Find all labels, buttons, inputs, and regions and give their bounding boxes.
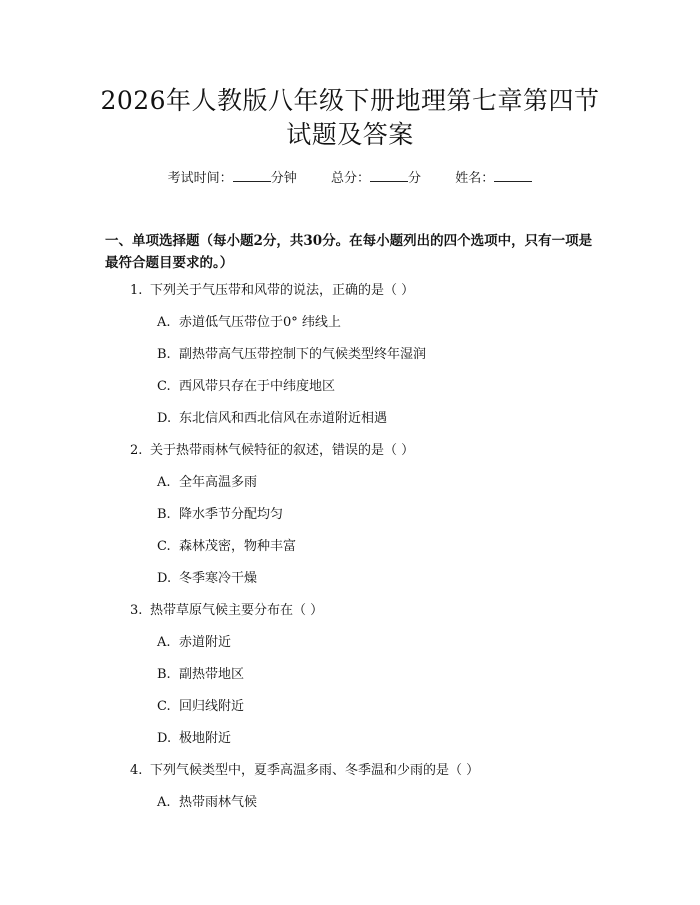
option-letter: D. (157, 571, 172, 586)
question-number: 1. (130, 283, 143, 298)
question-text: 下列关于气压带和风带的说法，正确的是（ ） (150, 283, 415, 298)
option-text: 赤道低气压带位于0° 纬线上 (179, 315, 341, 330)
option-2d (157, 570, 597, 588)
option-text: 冬季寒冷干燥 (179, 571, 258, 586)
section-heading: 一、单项选择题（每小题2分，共30分。在每小题列出的四个选项中，只有一项是最符合题目要求的。） (105, 233, 593, 271)
option-1b (157, 346, 597, 364)
option-letter: B. (157, 347, 171, 362)
option-letter: A. (157, 795, 171, 810)
option-text: 赤道附近 (179, 635, 232, 650)
question-text: 关于热带雨林气候特征的叙述，错误的是（ ） (150, 443, 415, 458)
page-title-line-2: 试题及答案 (286, 120, 414, 149)
question-text: 下列气候类型中，夏季高温多雨、冬季温和少雨的是（ ） (150, 763, 480, 778)
option-2b (157, 506, 597, 524)
exam-meta-line (0, 169, 700, 188)
time-unit: 分钟 (270, 171, 297, 186)
option-text: 东北信风和西北信风在赤道附近相遇 (179, 411, 388, 426)
question-number: 3. (130, 603, 143, 618)
score-blank (370, 169, 408, 182)
option-3d (157, 730, 597, 748)
option-text: 热带雨林气候 (179, 795, 258, 810)
option-3a (157, 634, 597, 652)
option-letter: A. (157, 635, 171, 650)
question-4 (130, 762, 600, 780)
name-label: 姓名： (455, 171, 495, 186)
option-text: 极地附近 (179, 731, 232, 746)
option-text: 降水季节分配均匀 (179, 507, 284, 522)
option-letter: A. (157, 475, 171, 490)
option-text: 森林茂密，物种丰富 (179, 539, 297, 554)
name-blank (494, 169, 532, 182)
score-unit: 分 (408, 171, 422, 186)
score-label: 总分： (330, 171, 370, 186)
option-letter: D. (157, 411, 172, 426)
option-text: 回归线附近 (179, 699, 245, 714)
page-title-line-1: 2026年人教版八年级下册地理第七章第四节 (100, 86, 600, 115)
option-letter: C. (157, 539, 171, 554)
question-number: 4. (130, 763, 143, 778)
question-3 (130, 602, 600, 620)
question-number: 2. (130, 443, 143, 458)
question-2 (130, 442, 600, 460)
option-1c (157, 378, 597, 396)
option-2a (157, 474, 597, 492)
time-label: 考试时间： (167, 171, 233, 186)
time-blank (233, 169, 271, 182)
option-letter: A. (157, 315, 171, 330)
option-2c (157, 538, 597, 556)
option-text: 西风带只存在于中纬度地区 (179, 379, 336, 394)
option-letter: D. (157, 731, 172, 746)
option-letter: B. (157, 667, 171, 682)
question-text: 热带草原气候主要分布在（ ） (150, 603, 324, 618)
option-4a (157, 794, 597, 812)
option-text: 副热带高气压带控制下的气候类型终年湿润 (179, 347, 427, 362)
option-3c (157, 698, 597, 716)
option-1d (157, 410, 597, 428)
option-letter: C. (157, 699, 171, 714)
option-text: 副热带地区 (179, 667, 245, 682)
option-text: 全年高温多雨 (179, 475, 258, 490)
option-1a (157, 314, 597, 332)
option-letter: B. (157, 507, 171, 522)
option-3b (157, 666, 597, 684)
option-letter: C. (157, 379, 171, 394)
question-1 (130, 282, 600, 300)
